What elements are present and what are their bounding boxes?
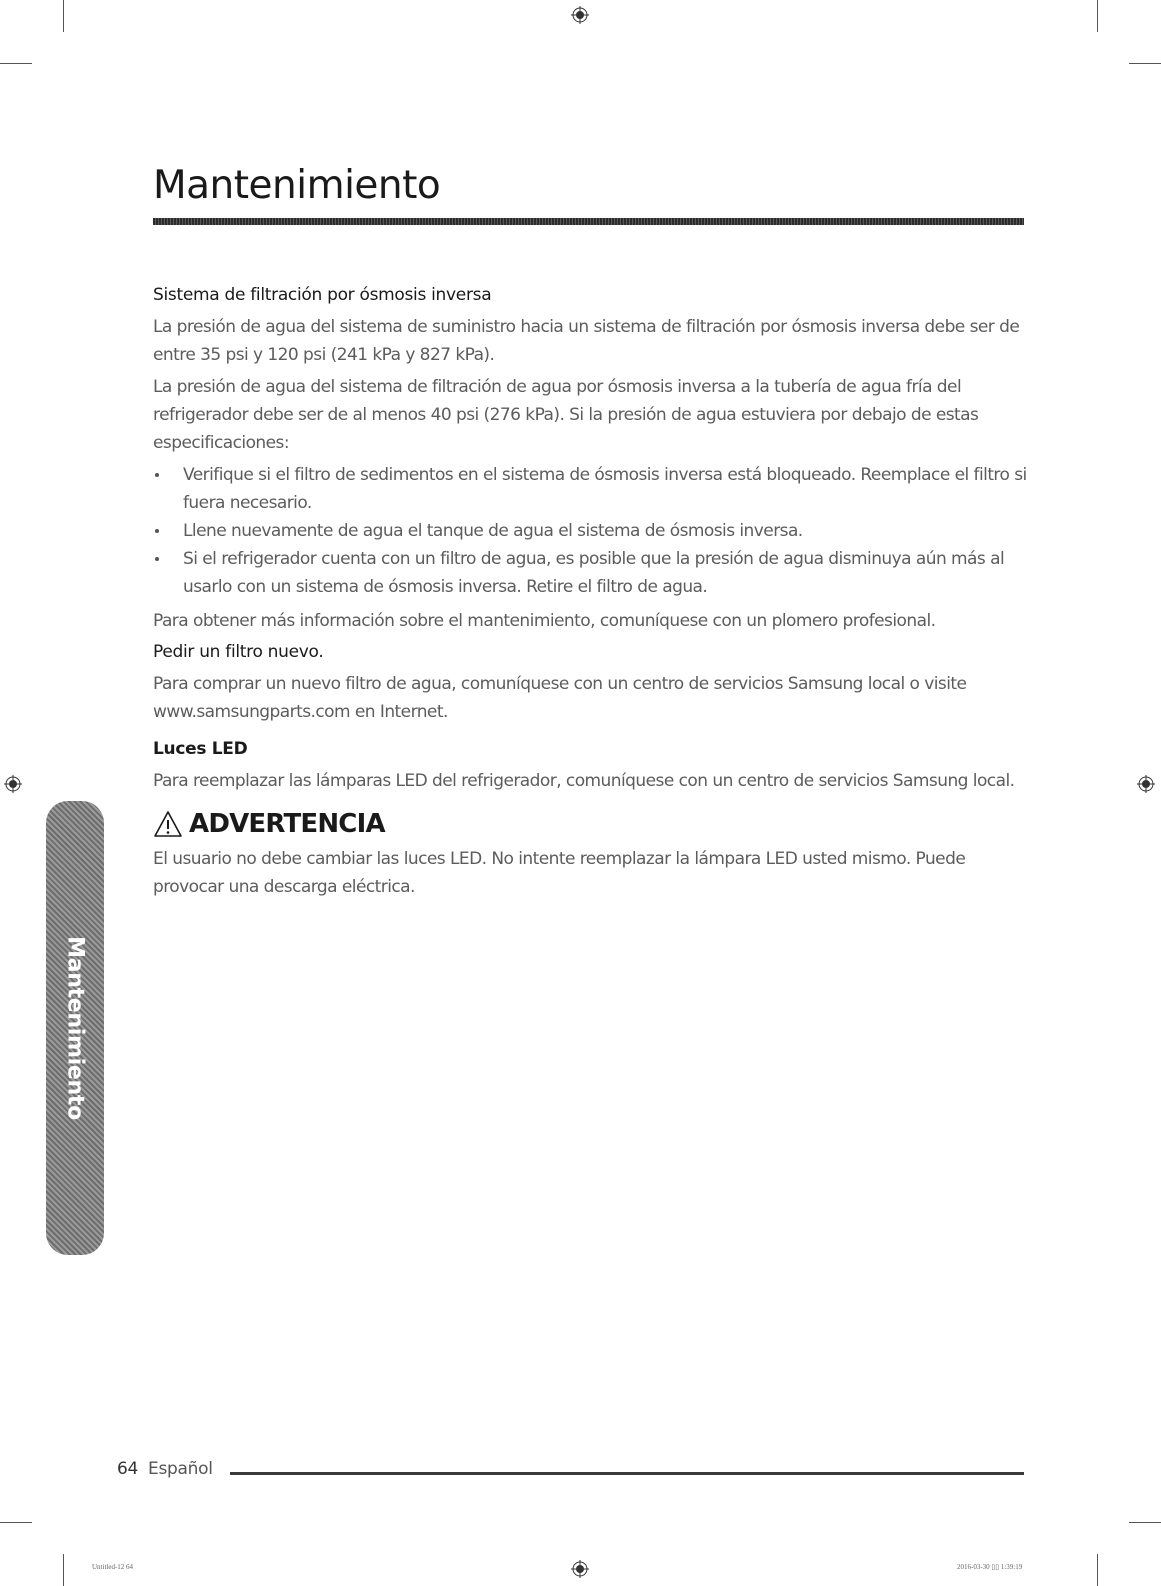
print-file-label: Untitled-12 64 xyxy=(92,1563,134,1571)
page-title: Mantenimiento xyxy=(153,163,441,208)
filter-heading: Pedir un filtro nuevo. xyxy=(153,641,324,662)
registration-mark-icon xyxy=(1137,775,1155,793)
side-tab-label: Mantenimiento xyxy=(62,936,88,1120)
crop-mark-top-right-h xyxy=(1129,63,1161,64)
main-content xyxy=(153,284,1029,905)
crop-mark-bottom-right-v xyxy=(1097,1554,1098,1586)
list-item xyxy=(153,461,1029,517)
bullet-text: Si el refrigerador cuenta con un filtro de agua, es posible que la presión de agua disminuya aún más al usarlo con un sistema de ósmosis inversa. Retire el filtro de agua. xyxy=(183,548,1005,597)
osmosis-paragraph-1: La presión de agua del sistema de suministro hacia un sistema de filtración por ósmosis inversa debe ser de entre 35 psi y 120 psi (241 kPa y 827 kPa). xyxy=(153,316,1020,365)
crop-mark-bottom-left-v xyxy=(63,1554,64,1586)
crop-mark-bottom-right-h xyxy=(1129,1522,1161,1523)
warning-title: ADVERTENCIA xyxy=(189,808,385,839)
crop-mark-bottom-left-h xyxy=(0,1522,32,1523)
registration-mark-icon xyxy=(4,775,22,793)
bullet-dot-icon xyxy=(155,529,159,533)
crop-mark-top-left-h xyxy=(0,63,32,64)
crop-mark-top-left-v xyxy=(63,0,64,32)
footer xyxy=(117,1459,213,1479)
warning-header xyxy=(153,809,1029,839)
warning-paragraph: El usuario no debe cambiar las luces LED. No intente reemplazar la lámpara LED usted mismo. Puede provocar una descarga eléctrica. xyxy=(153,848,966,897)
bullet-dot-icon xyxy=(155,557,159,561)
filter-paragraph: Para comprar un nuevo filtro de agua, comuníquese con un centro de servicios Samsung local o visite www.samsungparts.com en Internet. xyxy=(153,673,967,722)
osmosis-paragraph-3: Para obtener más información sobre el mantenimiento, comuníquese con un plomero profesional. xyxy=(153,610,936,631)
crop-mark-top-right-v xyxy=(1097,0,1098,32)
warning-triangle-icon xyxy=(153,810,183,838)
osmosis-paragraph-2: La presión de agua del sistema de filtración de agua por ósmosis inversa a la tubería de agua fría del refrigerador debe ser de al menos 40 psi (276 kPa). Si la presión de agua estuviera por debajo de estas especificaciones: xyxy=(153,376,979,453)
list-item xyxy=(153,517,1029,545)
page-number: 64 xyxy=(117,1459,139,1479)
osmosis-bullet-list xyxy=(153,461,1029,601)
bullet-text: Verifique si el filtro de sedimentos en el sistema de ósmosis inversa está bloqueado. Reemplace el filtro si fuera necesario. xyxy=(183,464,1027,513)
led-paragraph: Para reemplazar las lámparas LED del refrigerador, comuníquese con un centro de servicios Samsung local. xyxy=(153,770,1015,791)
list-item xyxy=(153,545,1029,601)
osmosis-heading: Sistema de filtración por ósmosis inversa xyxy=(153,285,492,305)
led-heading: Luces LED xyxy=(153,738,248,759)
title-rule xyxy=(153,218,1024,225)
footer-rule xyxy=(230,1472,1024,1475)
registration-mark-icon xyxy=(571,6,589,24)
bullet-text: Llene nuevamente de agua el tanque de agua el sistema de ósmosis inversa. xyxy=(183,520,803,541)
bullet-dot-icon xyxy=(155,473,159,477)
side-tab xyxy=(46,801,104,1255)
footer-language: Español xyxy=(148,1459,213,1479)
registration-mark-icon xyxy=(571,1560,589,1578)
print-timestamp: 2016-03-30 ▯▯ 1:39:19 xyxy=(957,1563,1023,1571)
